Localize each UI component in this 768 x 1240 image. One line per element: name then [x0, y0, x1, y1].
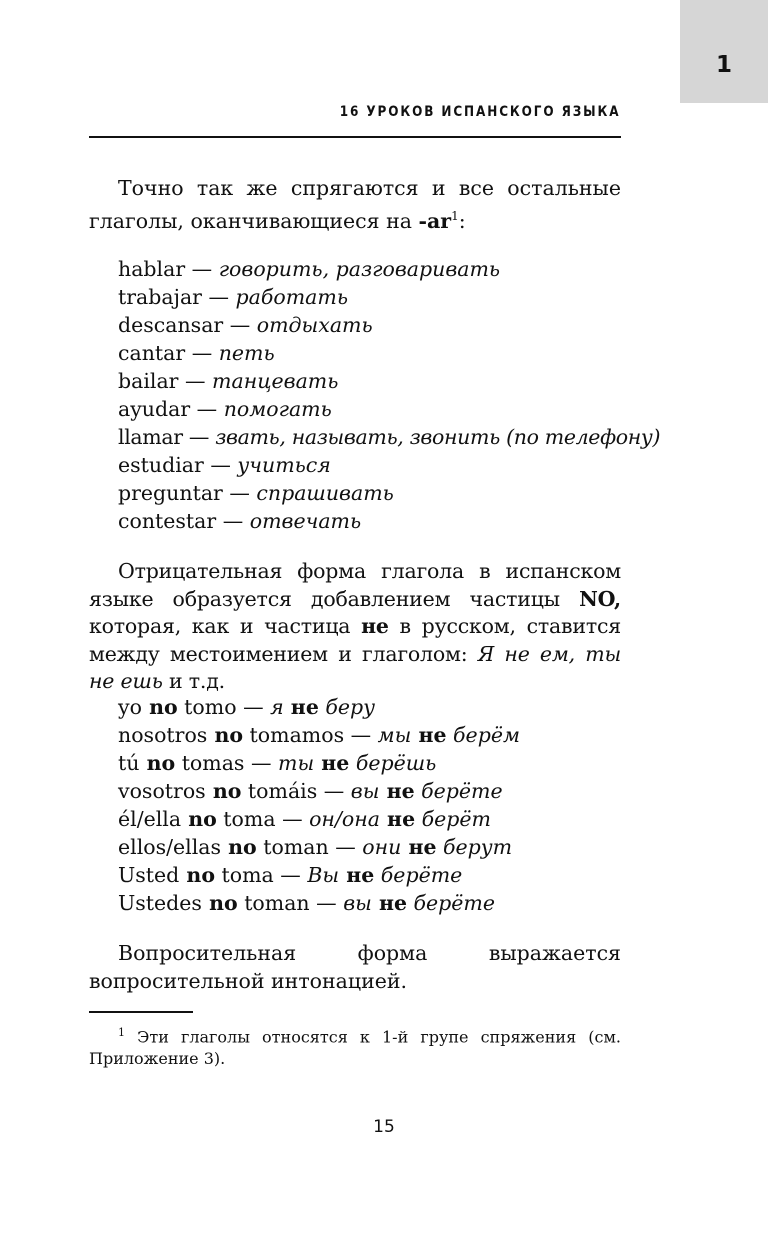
list-item: trabajar — работать	[118, 285, 348, 309]
paragraph-intro: Точно так же спрягаются и все остальные глаголы, оканчивающиеся на $-ar^1$:	[89, 176, 621, 233]
list-item: cantar — петь	[118, 341, 275, 365]
footnote: $^1$ Эти глаголы относятся к 1-й групе спряжения (см. Приложение 3).	[89, 1026, 621, 1069]
chapter-tab	[680, 0, 768, 103]
paragraph-negation: Отрицательная форма глагола в испанском языке образуется добавлением частицы NO, которая, как и частица не в русском, ставится между местоимением и глаголом: Я не ем, ты не ешь и т.д.	[89, 559, 621, 693]
list-item: ayudar — помогать	[118, 397, 332, 421]
list-item: bailar — танцевать	[118, 369, 339, 393]
list-item: hablar — говорить, разговаривать	[118, 257, 501, 281]
list-item: nosotros no tomamos — мы не берём	[118, 723, 520, 747]
list-item: preguntar — спрашивать	[118, 481, 394, 505]
running-head: 16 УРОКОВ ИСПАНСКОГО ЯЗЫКА	[339, 104, 620, 120]
list-item: estudiar — учиться	[118, 453, 331, 477]
list-item: contestar — отвечать	[118, 509, 362, 533]
list-item: él/ella no toma — он/она не берёт	[118, 807, 491, 831]
verb-list	[118, 255, 660, 535]
header-rule	[89, 136, 621, 138]
list-item: Usted no toma — Вы не берёте	[118, 863, 463, 887]
list-item: llamar — звать, называть, звонить (по телефону)	[118, 425, 661, 449]
list-item: vosotros no tomáis — вы не берёте	[118, 779, 503, 803]
list-item: tú no tomas — ты не берёшь	[118, 751, 437, 775]
list-item: ellos/ellas no toman — они не берут	[118, 835, 513, 859]
negation-list	[118, 693, 520, 917]
footnote-rule	[89, 1011, 193, 1013]
chapter-number: 1	[715, 52, 732, 78]
paragraph-question: Вопросительная форма выражается вопросительной интонацией.	[89, 941, 621, 993]
list-item: yo no tomo — я не беру	[118, 695, 376, 719]
list-item: descansar — отдыхать	[118, 313, 373, 337]
page-number: 15	[373, 1117, 395, 1137]
list-item: Ustedes no toman — вы не берёте	[118, 891, 496, 915]
footnote-ref: 1	[451, 208, 459, 223]
ending-ar: -ar	[418, 208, 452, 233]
